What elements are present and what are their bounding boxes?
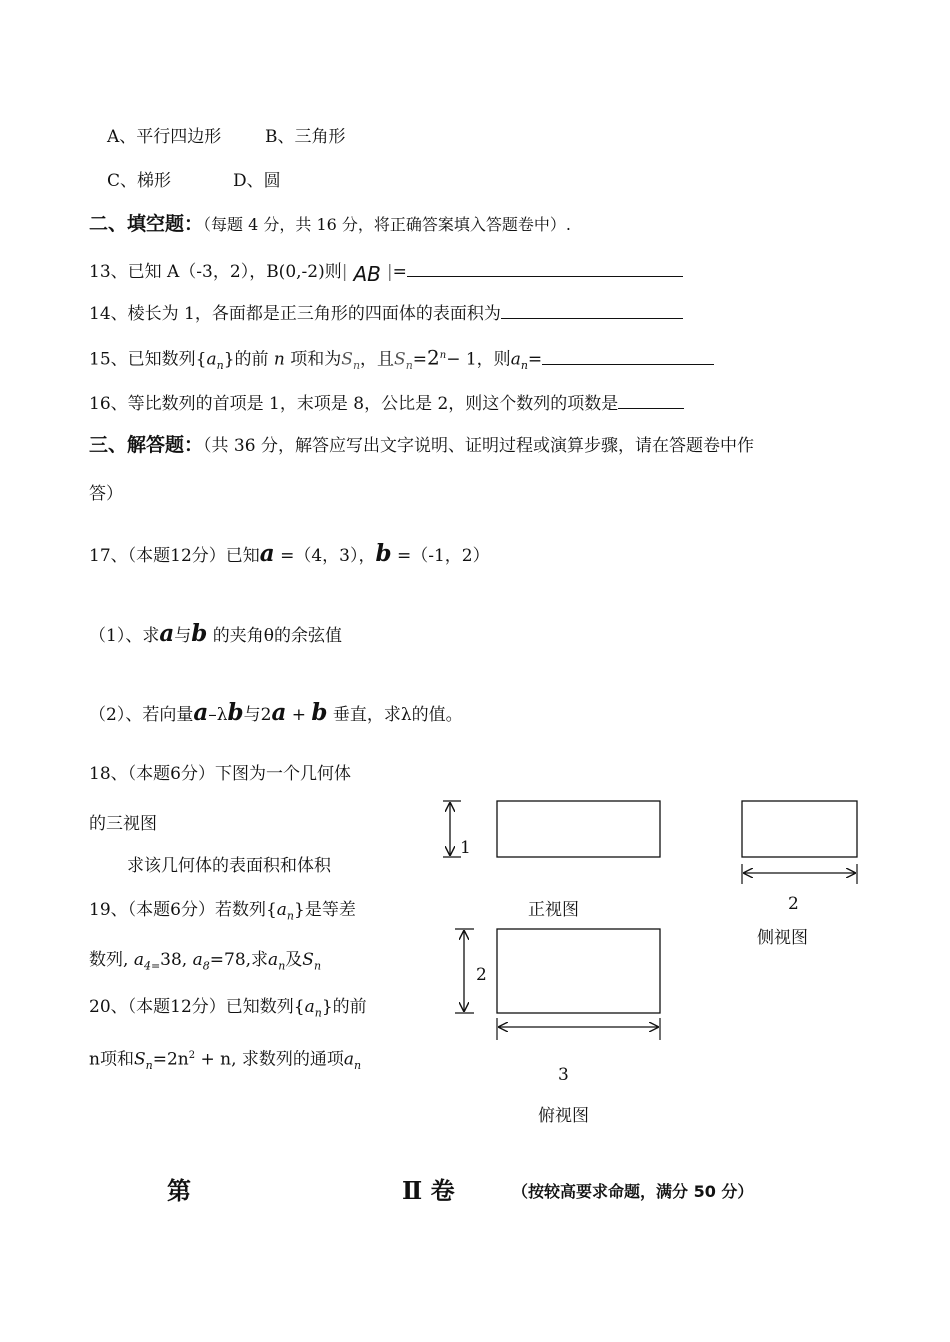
q20-an-sub: n — [354, 1059, 362, 1073]
section3-note: （共 36 分，解答应写出文字说明、证明过程或演算步骤，请在答题卷中作 — [203, 436, 754, 456]
q17-part2-pre: （2）、若向量 — [89, 705, 194, 725]
q15-text-3: 项和为 — [290, 349, 342, 370]
q16-text: 16、等比数列的首项是 1，末项是 8，公比是 2，则这个数列的项数是 — [89, 394, 619, 414]
q20-S: S — [133, 1049, 146, 1070]
section3-heading: 三、解答题： — [89, 434, 204, 456]
top-view-rect — [497, 929, 660, 1013]
q17-part2-m3: + — [286, 705, 312, 725]
choice-a: A、平行四边形 — [107, 127, 222, 147]
q19-an: a — [268, 950, 279, 970]
q20-eq: =2n — [152, 1049, 189, 1070]
q19-a8-value: =78,求 — [209, 950, 269, 970]
section2-heading: 二、填空题： — [89, 213, 204, 235]
q17-part2-post: 垂直，求λ的值。 — [327, 705, 463, 725]
q20-text-4: + n, 求数列的通项 — [195, 1049, 344, 1070]
q15-n: n — [273, 349, 285, 370]
q15-a-sub: n — [216, 359, 224, 373]
q15-S2-sub: n — [405, 359, 413, 373]
front-view-rect — [497, 801, 660, 857]
q17-part1-b: b — [191, 620, 208, 647]
question-13: 13、已知 A（-3，2），B(0,-2)则| AB |= — [89, 259, 683, 283]
q17-part2-b2: b — [311, 699, 328, 726]
q18-line-1: 18、（本题6分）下图为一个几何体 — [89, 764, 351, 784]
q19-Sn-sub: n — [313, 959, 322, 973]
part2-title: Ⅱ 卷 — [402, 1176, 455, 1205]
q15-S2: S — [394, 349, 406, 370]
section3-note-2: 答） — [89, 484, 123, 504]
q19-a8: a — [192, 950, 203, 970]
q17-part2-m2: 与2 — [243, 705, 272, 725]
q13-eq: = — [392, 262, 407, 282]
section2-note: （每题 4 分，共 16 分，将正确答案填入答题卷中）. — [203, 215, 571, 234]
q17-b-value: =（-1，2） — [391, 546, 490, 566]
choice-b: B、三角形 — [265, 127, 346, 147]
q17-part2-b: b — [227, 699, 244, 726]
q15-eq: = — [412, 349, 428, 370]
top-view-dimension-horizontal: 3 — [558, 1065, 569, 1085]
choice-c: C、梯形 — [107, 171, 172, 191]
q19-Sn: S — [302, 950, 314, 970]
q20-an: a — [343, 1049, 355, 1070]
q15-S-sub: n — [352, 359, 361, 373]
q19-a-sub: n — [286, 909, 294, 923]
part2-di: 第 — [167, 1177, 191, 1205]
q17-part2-a2: a — [271, 699, 287, 726]
q19-a4-sub: 4= — [143, 959, 161, 973]
q20-text-3: n项和 — [89, 1049, 134, 1070]
q15-a2: a — [510, 349, 521, 370]
q15-text-2: }的前 — [223, 349, 269, 370]
q17-part1-a: a — [159, 620, 175, 647]
q19-a: a — [276, 900, 287, 920]
q14-text: 14、棱长为 1，各面都是正三角形的四面体的表面积为 — [89, 304, 501, 324]
q20-S-sub: n — [145, 1059, 153, 1073]
q15-text-1: 15、已知数列{ — [89, 349, 207, 370]
front-view-label: 正视图 — [528, 900, 579, 920]
q20-text-2: }的前 — [321, 997, 367, 1017]
q17-part1-pre: （1）、求 — [89, 626, 160, 646]
q19-a4-value: 38, — [160, 950, 188, 970]
side-view-label: 侧视图 — [757, 928, 808, 948]
q17-part2-m1: –λ — [208, 705, 228, 725]
q15-text-4: ，且 — [360, 349, 395, 370]
q18-line-3: 求该几何体的表面积和体积 — [127, 856, 331, 876]
q15-two: 2 — [427, 345, 440, 370]
q17-text: 17、（本题12分）已知 — [89, 546, 260, 566]
top-view-dimension-vertical: 2 — [476, 965, 487, 985]
q17-vector-a: a — [259, 540, 275, 567]
q19-an-sub: n — [278, 959, 286, 973]
part2-note: （按较高要求命题，满分 50 分） — [512, 1182, 754, 1201]
front-view-dimension: 1 — [460, 838, 471, 858]
q20-a-sub: n — [314, 1006, 322, 1020]
q20-a: a — [304, 997, 315, 1017]
q15-S: S — [341, 349, 353, 370]
q15-a2-sub: n — [520, 359, 528, 373]
q19-ji: 及 — [285, 950, 303, 970]
top-view-label: 俯视图 — [538, 1106, 589, 1126]
side-view-dimension: 2 — [788, 894, 799, 914]
q19-a8-sub: 8 — [202, 959, 210, 973]
q18-line-2: 的三视图 — [89, 814, 157, 834]
q13-text: 13、已知 A（-3，2），B(0,-2)则 — [89, 262, 342, 282]
q19-a4: a — [133, 950, 144, 970]
q17-part1-mid: 与 — [174, 626, 192, 646]
q19-text-2: }是等差 — [294, 900, 356, 920]
q15-a: a — [206, 349, 217, 370]
q17-part1-post: 的夹角θ的余弦值 — [207, 626, 342, 646]
side-view-rect — [742, 801, 857, 857]
q19-text-1: 19、（本题6分）若数列{ — [89, 900, 277, 920]
q13-vector: AB — [353, 262, 381, 286]
choice-d: D、圆 — [233, 171, 281, 191]
q19-text-3: 数列, — [89, 950, 129, 970]
q17-vector-b: b — [375, 540, 392, 567]
q17-part2-a: a — [193, 699, 209, 726]
q20-text-1: 20、（本题12分）已知数列{ — [89, 997, 305, 1017]
q17-a-value: =（4，3）， — [274, 546, 376, 566]
q15-text-5: − 1，则 — [446, 349, 511, 370]
q15-exp: n — [439, 350, 447, 361]
q15-eq2: = — [527, 349, 543, 370]
q20-square: 2 — [188, 1050, 196, 1061]
